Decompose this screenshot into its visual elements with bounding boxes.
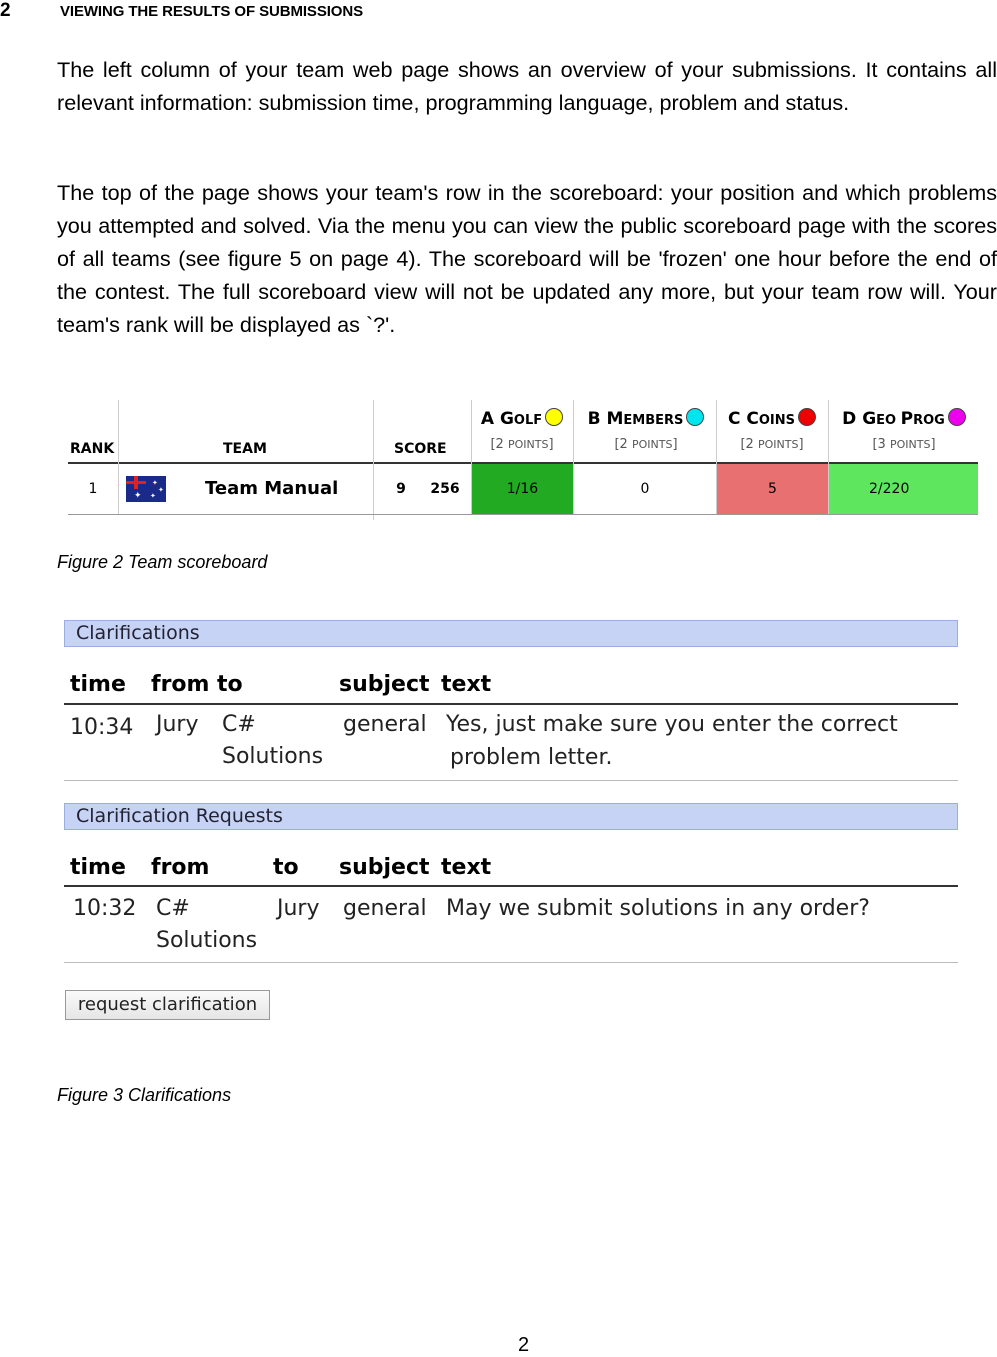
solved-count-cell: 9 xyxy=(396,481,406,497)
column-divider xyxy=(373,400,374,520)
points-prefix: [2 xyxy=(614,437,632,452)
problem-letter: D xyxy=(842,409,857,429)
col-to: to xyxy=(273,855,299,880)
col-text: text xyxy=(441,672,492,697)
problem-header-a[interactable] xyxy=(472,408,572,452)
score-header: SCORE xyxy=(394,441,447,457)
problem-cell-a: 1/16 xyxy=(472,464,573,514)
problem-name-rest: OINS xyxy=(758,413,796,428)
penalty-time-cell: 256 xyxy=(430,481,460,497)
problem-name-rest-2: ROG xyxy=(913,413,945,428)
rank-header: RANK xyxy=(70,441,115,457)
figure-3-caption: Figure 3 Clarifications xyxy=(57,1085,232,1105)
col-text: text xyxy=(441,855,492,880)
table-header-divider xyxy=(64,885,958,887)
col-time: time xyxy=(70,855,126,880)
points-word: POINTS xyxy=(889,438,931,451)
col-from: from xyxy=(151,672,210,697)
problem-header-c[interactable] xyxy=(718,408,826,452)
problem-letter: B xyxy=(587,409,601,429)
points-suffix: ] xyxy=(930,437,936,452)
problem-cell-d: 2/220 xyxy=(829,464,978,514)
points-suffix: ] xyxy=(548,437,554,452)
figure-2-caption: Figure 2 Team scoreboard xyxy=(57,552,268,572)
clarifications-title-bar: Clarifications xyxy=(64,620,958,647)
row-to-line2: Solutions xyxy=(222,744,324,769)
points-word: POINTS xyxy=(757,438,799,451)
section-title: VIEWING THE RESULTS OF SUBMISSIONS xyxy=(60,3,364,20)
page-number: 2 xyxy=(518,1334,530,1356)
row-subject: general xyxy=(343,896,427,921)
problem-name-rest: EO xyxy=(876,413,901,428)
points-prefix: [2 xyxy=(740,437,758,452)
request-clarification-button[interactable]: request clarification xyxy=(65,990,270,1020)
problem-name-initial: C xyxy=(746,409,759,429)
col-time: time xyxy=(70,672,126,697)
col-from: from xyxy=(151,855,210,880)
row-to-line1: C# xyxy=(222,712,256,737)
row-divider xyxy=(64,780,958,781)
problem-header-b[interactable] xyxy=(576,408,716,452)
col-subject: subject xyxy=(339,855,430,880)
points-suffix: ] xyxy=(672,437,678,452)
paragraph-scoreboard: The top of the page shows your team's row in the scoreboard: your position and which problems you attempted and solved. Via the menu you can view the public scoreboard page with the scores of all teams (see figure 5 on page 4). The scoreboard will be 'frozen' one hour before the end of the contest. The full scoreboard view will not be updated any more, but your team row will. Your team's rank will be displayed as `?'. xyxy=(57,180,997,337)
row-divider xyxy=(64,962,958,963)
row-time: 10:32 xyxy=(73,896,137,921)
problem-name-initial: M xyxy=(606,409,624,429)
row-subject: general xyxy=(343,712,427,737)
problem-name-initial: G xyxy=(499,409,514,429)
australia-flag-icon: ✦ ✦ ✦ ✦ xyxy=(126,476,166,502)
rank-cell: 1 xyxy=(88,481,98,497)
table-header-divider xyxy=(64,703,958,705)
problem-name-initial: G xyxy=(862,409,877,429)
team-header: TEAM xyxy=(223,441,267,457)
problem-cell-c: 5 xyxy=(717,464,828,514)
row-from-line2: Solutions xyxy=(156,928,258,953)
points-word: POINTS xyxy=(507,438,549,451)
row-from-line1: C# xyxy=(156,896,190,921)
balloon-red-icon xyxy=(798,408,816,426)
balloon-yellow-icon xyxy=(545,408,563,426)
col-subject: subject xyxy=(339,672,430,697)
problem-letter: A xyxy=(480,409,495,429)
row-time: 10:34 xyxy=(70,715,134,740)
problem-cell-b: 0 xyxy=(574,464,716,514)
points-prefix: [3 xyxy=(872,437,890,452)
problem-name-rest: EMBERS xyxy=(623,413,684,428)
section-number: 2 xyxy=(0,0,11,21)
row-text: May we submit solutions in any order? xyxy=(446,896,870,921)
balloon-magenta-icon xyxy=(948,408,966,426)
col-to: to xyxy=(217,672,243,697)
row-to: Jury xyxy=(277,896,320,921)
problem-name-initial-2: P xyxy=(900,409,914,429)
problem-name-rest: OLF xyxy=(513,413,543,428)
row-text-line2: problem letter. xyxy=(450,745,613,770)
row-text-line1: Yes, just make sure you enter the correct xyxy=(446,712,898,737)
points-word: POINTS xyxy=(631,438,673,451)
team-name-cell[interactable]: Team Manual xyxy=(205,478,339,499)
points-suffix: ] xyxy=(798,437,804,452)
problem-header-d[interactable] xyxy=(830,408,978,452)
row-bottom-border xyxy=(68,514,978,515)
team-scoreboard xyxy=(68,400,980,520)
problem-letter: C xyxy=(727,409,741,429)
paragraph-submissions: The left column of your team web page shows an overview of your submissions. It contains all relevant information: submission time, programming language, problem and status. xyxy=(57,57,997,115)
points-prefix: [2 xyxy=(490,437,508,452)
clarification-requests-title-bar: Clarification Requests xyxy=(64,803,958,830)
balloon-cyan-icon xyxy=(686,408,704,426)
column-divider xyxy=(118,400,119,514)
row-from: Jury xyxy=(156,712,199,737)
